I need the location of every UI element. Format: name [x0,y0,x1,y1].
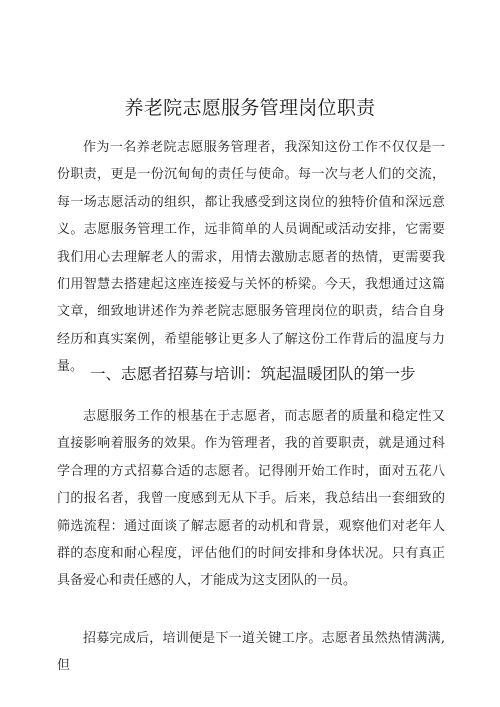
intro-paragraph: 作为一名养老院志愿服务管理者，我深知这份工作不仅仅是一份职责，更是一份沉甸甸的责任与使命。每一次与老人们的交流，每一场志愿活动的组织，都让我感受到这岗位的独特价值和深远意义。志愿服务管理工作，远非简单的人员调配或活动安排，它需要我们用心去理解老人的需求，用情去激励志愿者的热情，更需要我们用智慧去搭建起这座连接爱与关怀的桥梁。今天，我想通过这篇文章，细致地讲述作为养老院志愿服务管理岗位的职责，结合自身经历和真实案例，希望能够让更多人了解这份工作背后的温度与力量。 [57,140,445,375]
document-title: 养老院志愿服务管理岗位职责 [124,97,376,119]
section-heading: 一、志愿者招募与培训：筑起温暖团队的第一步 [90,365,416,383]
section-paragraph-1: 志愿服务工作的根基在于志愿者，而志愿者的质量和稳定性又直接影响着服务的效果。作为管理者，我的首要职责，就是通过科学合理的方式招募合适的志愿者。记得刚开始工作时，面对五花八门的报名者，我曾一度感到无从下手。后来，我总结出一套细致的筛选流程：通过面谈了解志愿者的动机和背景，观察他们对老年人群的态度和耐心程度，评估他们的时间安排和身体状况。只有真正具备爱心和责任感的人，才能成为这支团队的一员。 [57,409,445,589]
section-paragraph-2: 招募完成后，培训便是下一道关键工序。志愿者虽然热情满满, 但 [57,631,445,674]
